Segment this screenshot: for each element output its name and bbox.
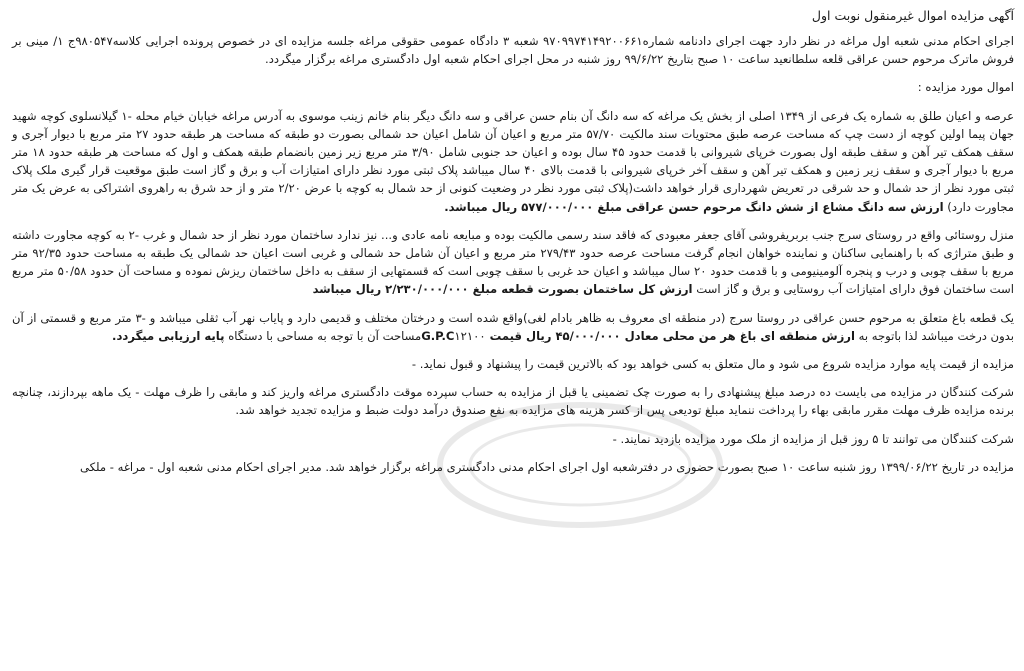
notice-intro: اجرای احکام مدنی شعبه اول مراغه در نظر دارد جهت اجرای دادنامه شماره۹۷۰۹۹۷۴۱۴۹۲۰۰۶۶۱ شعبه ۳ دادگاه عمومی حقوقی مراغه جلسه مزایده ای در خصوص پرونده اجرایی کلاسه۹۸۰۵۴۷ج ۱/ مینی بر فروش ماترک مرحوم حسن عراقی قلعه سلطانعید ساعت ۱۰ صبح بتاریخ ۹۹/۶/۲۲ روز شنبه در محل اجرای احکام شعبه اول دادگستری مراغه برگزار میگردد. bbox=[12, 34, 1014, 67]
item-3 bbox=[12, 309, 1014, 345]
item-1-description: عرصه و اعیان طلق به شماره یک فرعی از ۱۳۴۹ اصلی از بخش یک مراغه که سه دانگ آن بنام حسن عراقی و سه دانگ دیگر بنام خانم زینب موسوی به آدرس مراغه خیابان خیام محله -۱ گیلانسلوی کوچه شهید جهان پیما اولین کوچه از دست چپ که مساحت عرصه طبق محتویات سند مالکیت ۵۷/۷۰ متر مربع و اعیان آن شامل اعیان حد شمالی بصورت دو طبقه که مساحت هر طبقه حدود ۲۷ متر مربع با دیوار آجری و سقف همکف تیر آهن و سقف طبقه اول بصورت خرپای شیروانی با قدمت حدود ۴۵ سال بوده و اعیان حد جنوبی شامل ۳/۹۰ متر مربع زیر زمین بانضمام طبقه همکف و اول که مساحت هر طبقه حدود ۱۸ متر مربع با دیوار آجری و سقف زیر زمین و همکف تیر آهن و سقف آخر خرپای شیروانی با قدمت بالای ۴۰ سال میباشد پلاک ثبتی مورد نظر دارای امتیازات آب و برق و گاز است طبق موقعیت قرار گیری ملک پلاک ثبتی مورد نظر از حد شمال و حد شرقی در تعریض شهرداری قرار خواهد داشت(پلاک ثبتی مورد نظر در وضعیت کنونی از حد شمال به کوچه با عرض ۲/۲۰ متر و از حد شرق به راهروی اشتراکی به عرض یک متر مجاورت دارد) bbox=[12, 108, 1015, 214]
item-2-description: منزل روستائی واقع در روستای سرج جنب بربریفروشی آقای جعفر معبودی که فاقد سند رسمی مالکیت بوده و مبایعه نامه عادی و... نیز ندارد ساختمان مورد نظر از حد شمال و غرب -۲ به کوچه مجاورت داشته و طبق متراژی که با راهنمایی ساکنان و نماینده خواهان انجام گرفت مساحت عرصه حدود ۲۷۹/۴۳ متر مربع و اعیان آن شامل حد شمالی و غربی است اعیان حد شمالی یک طبقه به مساحت حدود ۹۲/۳۵ متر مربع با سقف چوبی و درب و پنجره آلومینیومی و با قدمت حدود ۲۰ سال میباشد و اعیان حد غربی با سقف چوبی است که قسمتهایی از سقف به داخل ساختمان ریزش نموده و مساحت آن حدود ۵۰/۵۸ متر مربع است ساختمان فوق دارای امتیازات آب روستایی و برق و گاز است bbox=[12, 227, 1015, 297]
item-3-description: یک قطعه باغ متعلق به مرحوم حسن عراقی در روستا سرج (در منطقه ای معروف به ظاهر بادام لغی)واقع شده است و درختان مختلف و قدیمی دارد و پایاب نهر آب ثقلی میباشد و -۳ متر مربع و قسمتی از آن بدون درخت میباشد لذا باتوجه به bbox=[12, 310, 1014, 343]
notice-title: آگهی مزایده اموال غیرمنقول نوبت اول bbox=[811, 8, 1014, 23]
item-3-end: پایه ارزیابی میگردد. bbox=[112, 328, 225, 343]
item-3-value: ارزش منطقه ای باغ هر من محلی معادل ۴۵/۰۰۰/۰۰۰ ریال قیمت G.P.C bbox=[421, 328, 855, 343]
item-3-tail: ۱۲۱۰۰مساحت آن با توجه به مساحی با دستگاه bbox=[228, 328, 486, 343]
terms-1: مزایده از قیمت پایه موارد مزایده شروع می شود و مال متعلق به کسی خواهد بود که بالاترین قیمت را پیشنهاد و قبول نماید. - bbox=[411, 357, 1014, 372]
terms-3: شرکت کنندگان می توانند تا ۵ روز قبل از مزایده از ملک مورد مزایده بازدید نمایند. - bbox=[612, 431, 1014, 446]
terms-2: شرکت کنندگان در مزایده می بایست ده درصد مبلغ پیشنهادی را به صورت چک تضمینی یا قبل از مزایده به حساب سپرده موقت دادگستری مراغه واریز کند و مابقی را ظرف مهلت - یک ماهه بپردازند، چنانچه برنده مزایده ظرف مهلت مقرر مابقی بهاء را پرداخت ننماید مبلغ تودیعی پس از کسر هزینه های مزایده به نفع صندوق درآمد دولت ضبط و مزایده تجدید خواهد شد. bbox=[12, 385, 1014, 418]
item-2 bbox=[12, 226, 1014, 299]
item-1 bbox=[12, 107, 1014, 216]
terms-4: مزایده در تاریخ ۱۳۹۹/۰۶/۲۲ روز شنبه ساعت ۱۰ صبح بصورت حضوری در دفترشعبه اول اجرای احکام مدنی دادگستری مراغه برگزار خواهد شد. مدیر اجرای احکام مدنی شعبه اول - مراغه - ملکی bbox=[79, 459, 1014, 474]
item-1-value: ارزش سه دانگ مشاع از شش دانگ مرحوم حسن عراقی مبلغ ۵۷۷/۰۰۰/۰۰۰ ریال میباشد. bbox=[444, 199, 944, 214]
property-heading: اموال مورد مزایده : bbox=[917, 80, 1014, 95]
item-2-value: ارزش کل ساختمان بصورت قطعه مبلغ ۲/۲۳۰/۰۰۰/۰۰۰ ریال میباشد bbox=[312, 282, 693, 297]
